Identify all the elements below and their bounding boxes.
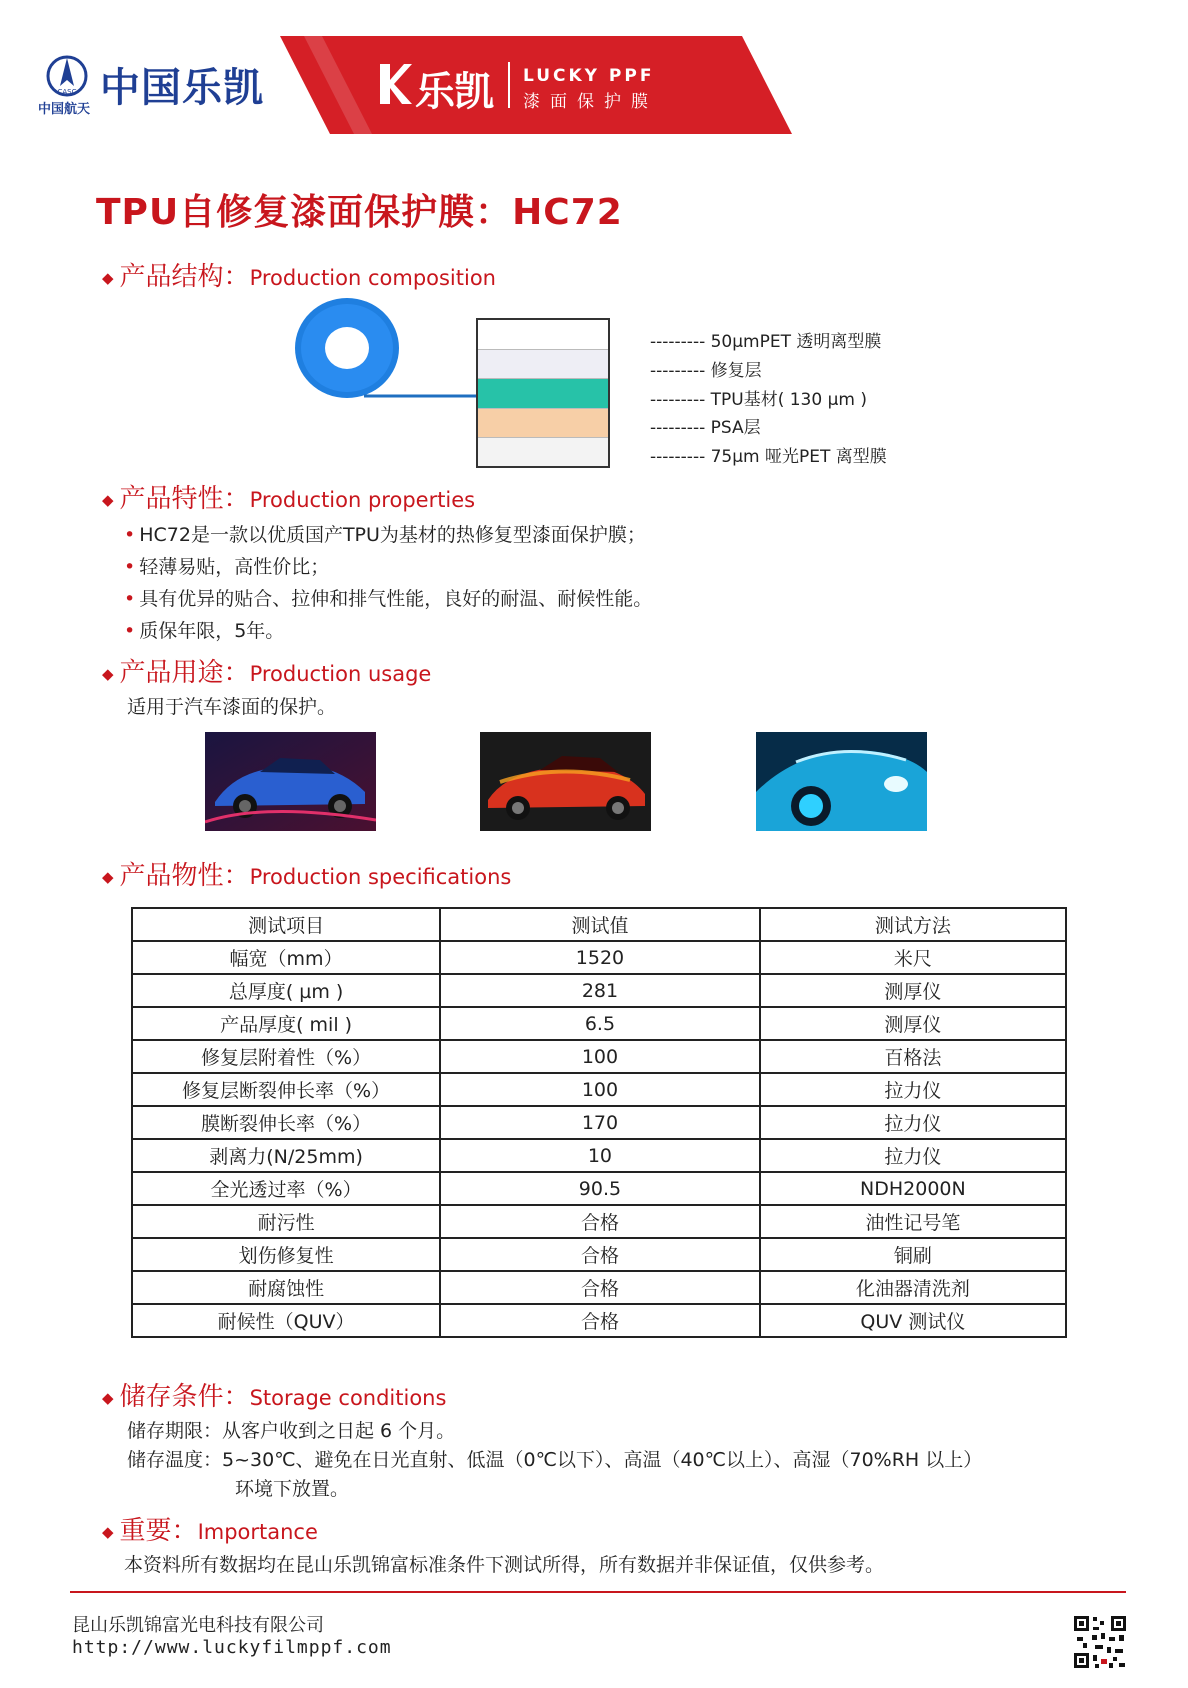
storage-temp: 储存温度：5~30℃、避免在日光直射、低温（0℃以下）、高温（40℃以上）、高湿（70%RH 以上） (127, 1449, 983, 1471)
table-cell: 全光透过率（%） (132, 1172, 440, 1205)
specs-heading-en: Production specifications (249, 865, 512, 889)
specs-heading-cn: 产品物性： (119, 861, 250, 891)
table-cell: 拉力仪 (760, 1106, 1066, 1139)
composition-heading (102, 256, 496, 293)
table-row (132, 974, 1066, 1007)
property-item: • 具有优异的贴合、拉伸和排气性能，良好的耐温、耐候性能。 (124, 588, 653, 610)
storage-heading-cn: 储存条件： (119, 1382, 250, 1412)
table-cell: 耐腐蚀性 (132, 1271, 440, 1304)
layer-tpu (478, 379, 608, 409)
diamond-bullet-icon: ◆ (102, 867, 114, 886)
table-cell: 拉力仪 (760, 1073, 1066, 1106)
table-cell: 测厚仪 (760, 1007, 1066, 1040)
car-photo-cyan (756, 732, 927, 831)
table-cell: 膜断裂伸长率（%） (132, 1106, 440, 1139)
brand-name: 中国乐凯 (100, 65, 264, 111)
table-header-cell: 测试值 (440, 908, 760, 941)
qr-code-icon (1073, 1615, 1127, 1669)
property-item: • HC72是一款以优质国产TPU为基材的热修复型漆面保护膜； (124, 524, 646, 546)
banner-divider (508, 62, 510, 108)
table-row (132, 1304, 1066, 1337)
table-cell: 油性记号笔 (760, 1205, 1066, 1238)
diamond-bullet-icon: ◆ (102, 664, 114, 683)
table-row (132, 1007, 1066, 1040)
diamond-bullet-icon: ◆ (102, 1388, 114, 1407)
casc-text: 中国航天 (38, 102, 91, 117)
properties-heading-en: Production properties (249, 488, 476, 512)
layer-label: --------- PSA层 (650, 418, 761, 438)
table-header-row (132, 908, 1066, 941)
storage-heading (102, 1376, 446, 1413)
diamond-bullet-icon: ◆ (102, 268, 114, 287)
table-cell: 剥离力(N/25mm) (132, 1139, 440, 1172)
table-cell: 总厚度( µm ) (132, 974, 440, 1007)
table-row (132, 1139, 1066, 1172)
table-cell: 化油器清洗剂 (760, 1271, 1066, 1304)
table-cell: 拉力仪 (760, 1139, 1066, 1172)
table-cell: 281 (440, 974, 760, 1007)
layer-label: --------- TPU基材( 130 µm ) (650, 390, 867, 410)
table-cell: 产品厚度( mil ) (132, 1007, 440, 1040)
table-cell: 100 (440, 1040, 760, 1073)
table-cell: 测厚仪 (760, 974, 1066, 1007)
importance-heading (102, 1510, 318, 1547)
footer-divider (70, 1591, 1126, 1593)
composition-heading-en: Production composition (249, 266, 496, 290)
storage-temp-cont: 环境下放置。 (235, 1478, 350, 1500)
diamond-bullet-icon: ◆ (102, 490, 114, 509)
table-row (132, 1172, 1066, 1205)
footer-company: 昆山乐凯锦富光电科技有限公司 (72, 1615, 324, 1636)
table-row (132, 1073, 1066, 1106)
footer-url[interactable]: http://www.luckyfilmppf.com (72, 1637, 392, 1658)
usage-heading (102, 652, 431, 689)
table-row (132, 1106, 1066, 1139)
table-row (132, 1040, 1066, 1073)
table-cell: 铜刷 (760, 1238, 1066, 1271)
table-cell: 百格法 (760, 1040, 1066, 1073)
table-cell: 合格 (440, 1271, 760, 1304)
banner-subtitle: 漆面保护膜 (523, 92, 658, 112)
table-header-cell: 测试项目 (132, 908, 440, 941)
table-cell: 合格 (440, 1304, 760, 1337)
banner-brand-en: LUCKY PPF (523, 66, 655, 86)
layer-psa (478, 409, 608, 438)
table-row (132, 1205, 1066, 1238)
banner-brand-cn: 乐凯 (415, 69, 493, 115)
layer-label: --------- 75µm 哑光PET 离型膜 (650, 447, 887, 467)
diamond-bullet-icon: ◆ (102, 1522, 114, 1541)
film-roll-icon (292, 296, 482, 406)
specs-heading (102, 855, 511, 892)
table-cell: 划伤修复性 (132, 1238, 440, 1271)
importance-heading-cn: 重要： (119, 1516, 198, 1546)
layer-stack (476, 318, 610, 468)
table-cell: 6.5 (440, 1007, 760, 1040)
properties-heading (102, 478, 475, 515)
usage-text: 适用于汽车漆面的保护。 (127, 696, 337, 718)
properties-heading-cn: 产品特性： (119, 484, 250, 514)
car-photo-red (480, 732, 651, 831)
table-cell: 耐污性 (132, 1205, 440, 1238)
table-cell: 1520 (440, 941, 760, 974)
lucky-k-logo-icon (376, 60, 412, 106)
importance-heading-en: Importance (197, 1520, 318, 1544)
table-cell: 修复层附着性（%） (132, 1040, 440, 1073)
specs-table (131, 907, 1067, 1338)
layer-label: --------- 修复层 (650, 361, 762, 381)
layer-label: --------- 50µmPET 透明离型膜 (650, 332, 882, 352)
table-cell: NDH2000N (760, 1172, 1066, 1205)
car-photo-blue (205, 732, 376, 831)
casc-abbr: CASC (57, 88, 77, 96)
property-item: • 轻薄易贴，高性价比； (124, 556, 330, 578)
table-cell: 合格 (440, 1205, 760, 1238)
table-cell: 合格 (440, 1238, 760, 1271)
table-cell: 幅宽（mm） (132, 941, 440, 974)
table-cell: 90.5 (440, 1172, 760, 1205)
layer-pet-top (478, 320, 608, 350)
casc-logo-icon (44, 52, 90, 104)
table-cell: 10 (440, 1139, 760, 1172)
usage-heading-en: Production usage (249, 662, 432, 686)
composition-heading-cn: 产品结构： (119, 262, 250, 292)
table-row (132, 1238, 1066, 1271)
table-cell: 修复层断裂伸长率（%） (132, 1073, 440, 1106)
layer-pet-bottom (478, 438, 608, 466)
usage-heading-cn: 产品用途： (119, 658, 250, 688)
storage-heading-en: Storage conditions (249, 1386, 447, 1410)
table-row (132, 941, 1066, 974)
layer-repair (478, 350, 608, 379)
page-title: TPU自修复漆面保护膜：HC72 (96, 192, 623, 233)
table-cell: QUV 测试仪 (760, 1304, 1066, 1337)
storage-period: 储存期限：从客户收到之日起 6 个月。 (127, 1420, 456, 1442)
importance-text: 本资料所有数据均在昆山乐凯锦富标准条件下测试所得，所有数据并非保证值，仅供参考。 (124, 1554, 885, 1576)
table-row (132, 1271, 1066, 1304)
table-cell: 耐候性（QUV） (132, 1304, 440, 1337)
property-item: • 质保年限，5年。 (124, 620, 285, 642)
table-cell: 米尺 (760, 941, 1066, 974)
table-cell: 100 (440, 1073, 760, 1106)
table-cell: 170 (440, 1106, 760, 1139)
table-header-cell: 测试方法 (760, 908, 1066, 941)
